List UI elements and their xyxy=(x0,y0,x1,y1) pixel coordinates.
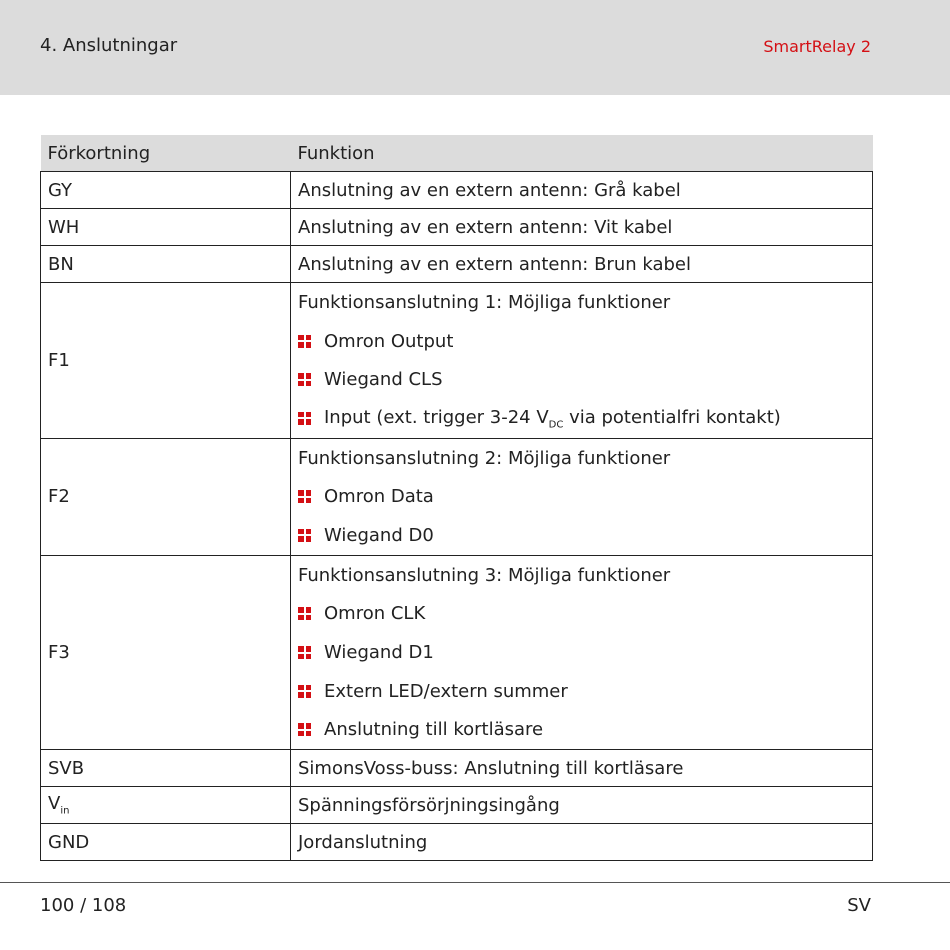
abbr-cell: F1 xyxy=(41,283,291,439)
function-cell xyxy=(291,283,873,439)
table-row xyxy=(41,824,873,861)
list-item-label: Extern LED/extern summer xyxy=(324,680,568,702)
list-item-label: Wiegand D1 xyxy=(324,642,434,664)
function-cell: SimonsVoss-buss: Anslutning till kortläsare xyxy=(291,750,873,787)
product-name: SmartRelay 2 xyxy=(763,37,871,56)
abbr-cell: WH xyxy=(41,209,291,246)
abbr-cell: GND xyxy=(41,824,291,861)
footer-divider xyxy=(0,882,950,883)
list-item xyxy=(298,516,872,555)
list-item-label: Omron Output xyxy=(324,330,454,352)
bullet-icon xyxy=(298,412,311,425)
table-row xyxy=(41,246,873,283)
bullet-icon xyxy=(298,646,311,659)
bullet-icon xyxy=(298,685,311,698)
abbr-cell: BN xyxy=(41,246,291,283)
list-item xyxy=(298,672,872,711)
page-number: 100 / 108 xyxy=(40,895,127,916)
list-item xyxy=(298,360,872,399)
language-code: SV xyxy=(847,895,871,916)
list-item xyxy=(298,322,872,361)
abbr-cell: $V_{in}$ xyxy=(41,787,291,824)
table-row xyxy=(41,750,873,787)
bullet-icon xyxy=(298,529,311,542)
bullet-icon xyxy=(298,607,311,620)
list-item-label: Anslutning till kortläsare xyxy=(324,719,544,741)
column-header-abbreviation: Förkortning xyxy=(41,135,291,172)
function-heading: Funktionsanslutning 2: Möjliga funktioner xyxy=(298,447,671,469)
list-item xyxy=(298,595,872,634)
bullet-icon xyxy=(298,373,311,386)
abbr-cell: F3 xyxy=(41,555,291,749)
function-cell: Spänningsförsörjningsingång xyxy=(291,787,873,824)
function-cell xyxy=(291,438,873,555)
list-item-label: Omron CLK xyxy=(324,603,426,625)
list-item-label: Input (ext. trigger 3-24 $V_{DC}$ via potentialfri kontakt) xyxy=(324,406,781,431)
list-item-label: Omron Data xyxy=(324,486,434,508)
column-header-function: Funktion xyxy=(291,135,873,172)
subscript: DC xyxy=(548,419,564,431)
bullet-icon xyxy=(298,335,311,348)
function-heading: Funktionsanslutning 3: Möjliga funktioner xyxy=(298,564,671,586)
connections-table xyxy=(40,135,873,861)
table-row xyxy=(41,209,873,246)
list-item-label: Wiegand D0 xyxy=(324,524,434,546)
table-row xyxy=(41,172,873,209)
list-item xyxy=(298,399,872,438)
function-cell: Anslutning av en extern antenn: Brun kabel xyxy=(291,246,873,283)
function-cell: Anslutning av en extern antenn: Grå kabel xyxy=(291,172,873,209)
table-row xyxy=(41,555,873,749)
abbr-cell: GY xyxy=(41,172,291,209)
list-item xyxy=(298,711,872,750)
function-cell xyxy=(291,555,873,749)
subscript: in xyxy=(60,806,70,818)
bullet-icon xyxy=(298,490,311,503)
function-cell: Anslutning av en extern antenn: Vit kabel xyxy=(291,209,873,246)
table-row xyxy=(41,438,873,555)
list-item xyxy=(298,477,872,516)
list-item xyxy=(298,633,872,672)
table-row xyxy=(41,283,873,439)
abbr-cell: F2 xyxy=(41,438,291,555)
function-heading: Funktionsanslutning 1: Möjliga funktioner xyxy=(298,291,671,313)
table-row xyxy=(41,787,873,824)
bullet-icon xyxy=(298,723,311,736)
section-title: 4. Anslutningar xyxy=(40,35,178,56)
list-item-label: Wiegand CLS xyxy=(324,369,443,391)
table-header-row xyxy=(41,135,873,172)
abbr-cell: SVB xyxy=(41,750,291,787)
function-cell: Jordanslutning xyxy=(291,824,873,861)
